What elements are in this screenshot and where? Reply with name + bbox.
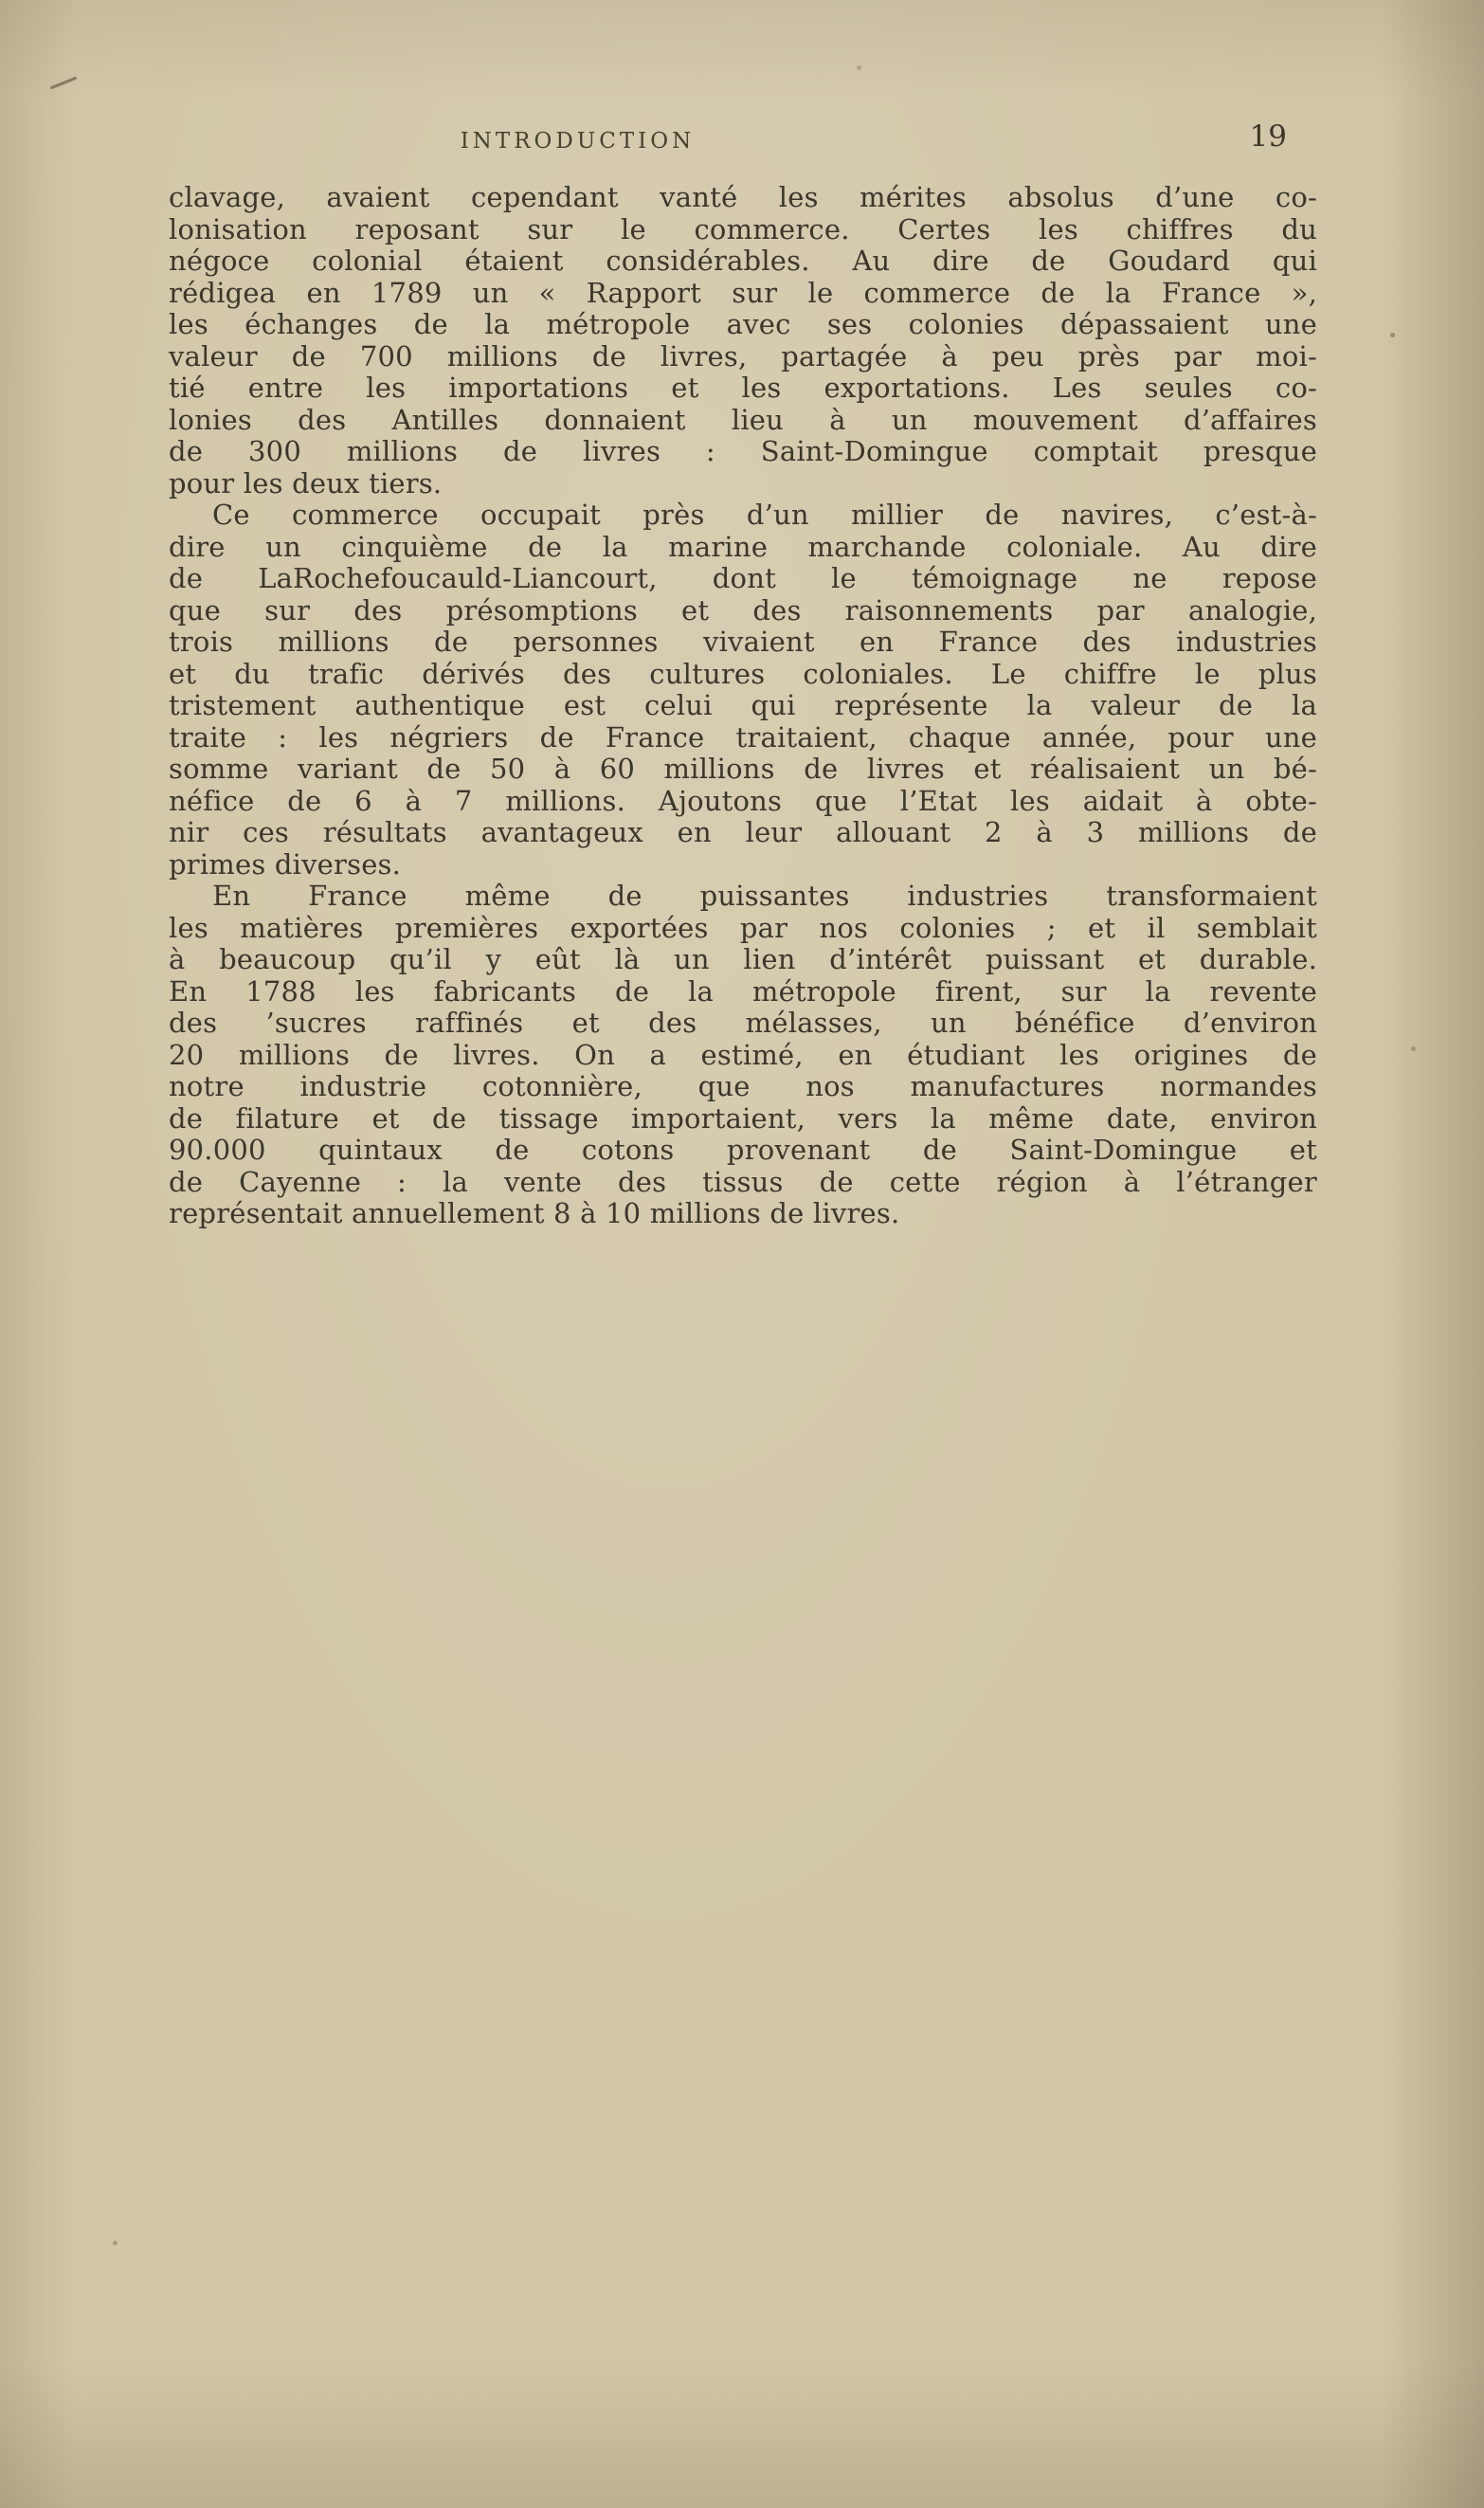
text-line: Ce commerce occupait près d’un millier de navires, c’est-à- [212,499,1317,531]
text-line: les matières premières exportées par nos colonies ; et il semblait [169,911,1317,944]
paragraph [169,182,1317,500]
page-number: 19 [1249,119,1287,154]
text-line: En France même de puissantes industries transformaient [212,880,1317,912]
text-line: de 300 millions de livres : Saint-Domingue comptait presque [169,435,1317,467]
text-line: et du trafic dérivés des cultures coloniales. Le chiffre le plus [169,657,1317,690]
text-line: nir ces résultats avantageux en leur allouant 2 à 3 millions de [169,816,1317,848]
text-line: tié entre les importations et les exportations. Les seules co- [169,372,1317,404]
page-body [169,182,1317,1230]
text-line: négoce colonial étaient considérables. Au dire de Goudard qui [169,245,1317,277]
text-line: les échanges de la métropole avec ses colonies dépassaient une [169,308,1317,340]
text-line: que sur des présomptions et des raisonnements par analogie, [169,593,1317,627]
paragraphs [169,182,1317,1230]
text-line: des ’sucres raffinés et des mélasses, un bénéfice d’environ [169,1007,1317,1039]
text-line: représentait annuellement 8 à 10 millions de livres. [169,1197,900,1229]
text-column [169,119,1317,1230]
paragraph [169,500,1317,881]
text-line: valeur de 700 millions de livres, partagée à peu près par moi- [169,339,1317,373]
text-line: primes diverses. [169,847,402,881]
text-line: tristement authentique est celui qui représente la valeur de la [169,689,1317,721]
text-line: traite : les négriers de France traitaient, chaque année, pour une [169,720,1317,754]
running-title: INTRODUCTION [460,129,696,154]
text-line: lonies des Antilles donnaient lieu à un mouvement d’affaires [169,403,1317,436]
text-line: 20 millions de livres. On a estimé, en étudiant les origines de [169,1038,1317,1071]
text-line: lonisation reposant sur le commerce. Certes les chiffres du [169,212,1317,245]
text-line: clavage, avaient cependant vanté les mérites absolus d’une co- [169,181,1317,213]
text-line: de LaRochefoucauld-Liancourt, dont le témoignage ne repose [169,562,1317,594]
text-line: rédigea en 1789 un « Rapport sur le commerce de la France », [169,276,1317,309]
text-line: de Cayenne : la vente des tissus de cette région à l’étranger [169,1165,1317,1198]
text-line: somme variant de 50 à 60 millions de livres et réalisaient un bé- [169,753,1317,785]
paragraph [169,881,1317,1230]
text-line: dire un cinquième de la marine marchande coloniale. Au dire [169,530,1317,563]
text-line: trois millions de personnes vivaient en France des industries [169,626,1317,658]
text-line: pour les deux tiers. [169,466,443,500]
text-line: 90.000 quintaux de cotons provenant de Saint-Domingue et [169,1134,1317,1166]
text-line: notre industrie cotonnière, que nos manufactures normandes [169,1070,1317,1102]
text-line: à beaucoup qu’il y eût là un lien d’intérêt puissant et durable. [169,943,1317,975]
text-line: néfice de 6 à 7 millions. Ajoutons que l’Etat les aidait à obte- [169,784,1317,817]
running-header [169,119,1317,159]
text-line: En 1788 les fabricants de la métropole firent, sur la revente [169,974,1317,1008]
scan-artifacts [0,0,3,3]
text-line: de filature et de tissage importaient, vers la même date, environ [169,1101,1317,1135]
